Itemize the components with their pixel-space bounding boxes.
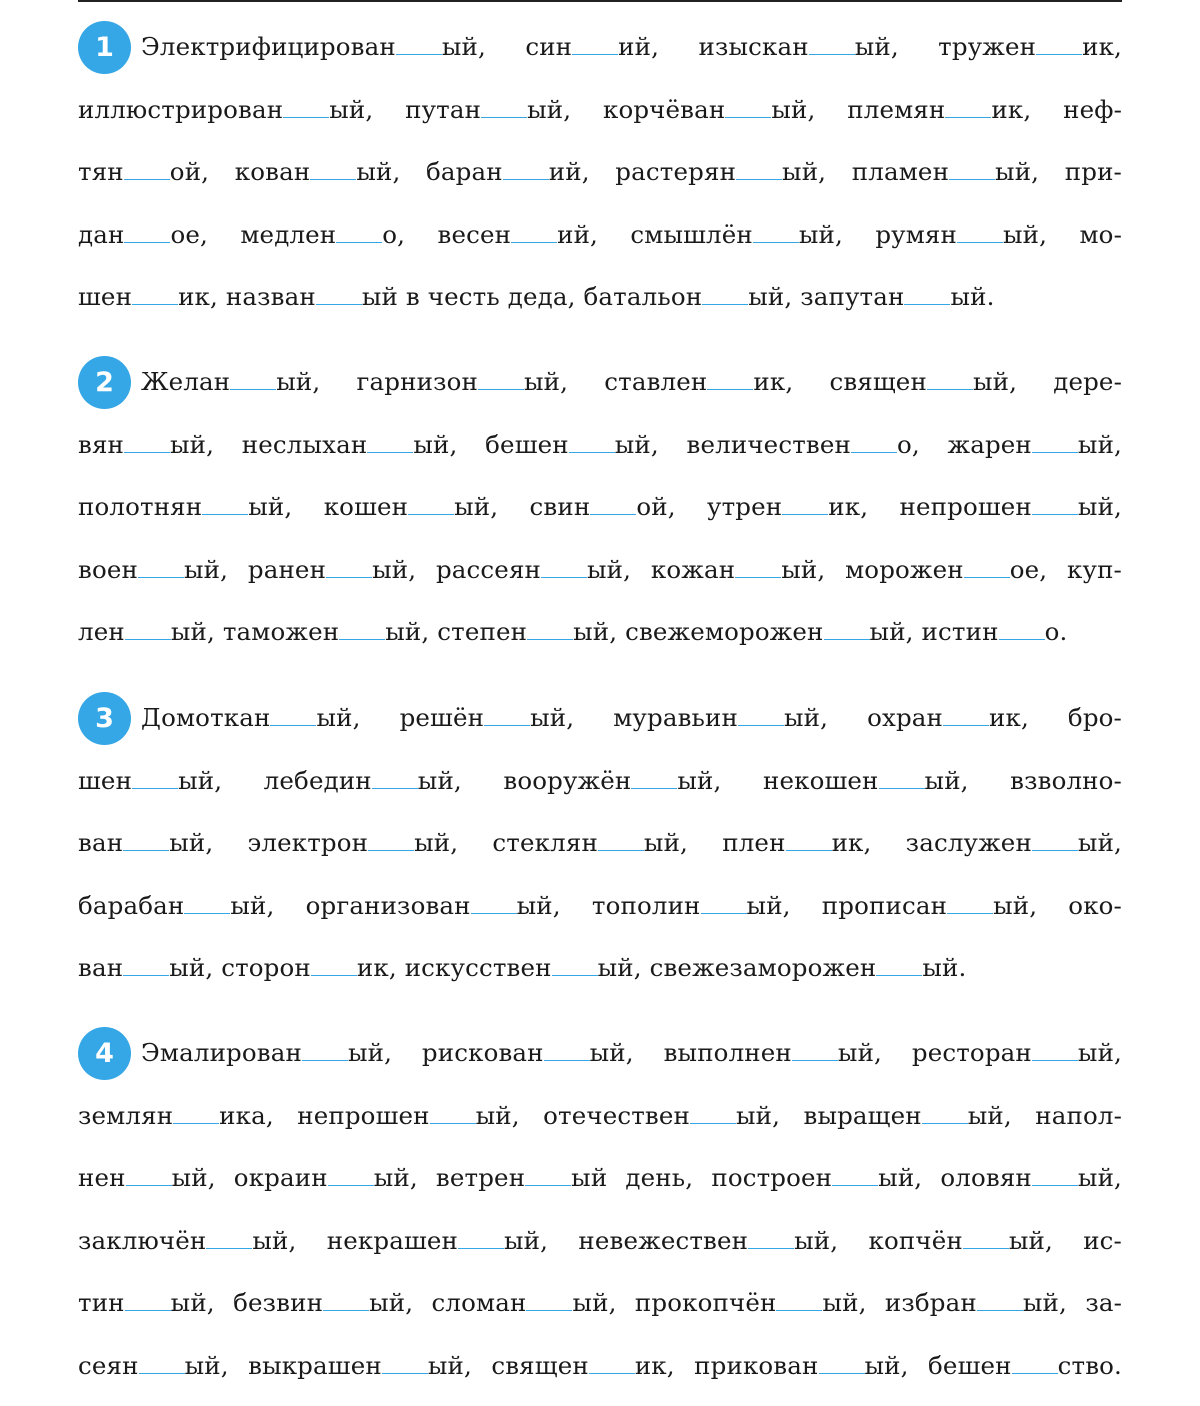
exercise-4 xyxy=(78,1022,1122,1397)
answer-blank xyxy=(184,912,230,914)
answer-blank xyxy=(824,638,870,640)
answer-blank xyxy=(702,303,748,305)
answer-blank xyxy=(1032,1184,1078,1186)
exercise-line: заключён ый, некрашен ый, невежествен ый, копчён ый, ис- xyxy=(78,1225,1122,1255)
answer-blank xyxy=(541,576,587,578)
answer-blank xyxy=(786,849,832,851)
answer-blank xyxy=(503,178,549,180)
answer-blank xyxy=(945,116,991,118)
exercise-line: ван ый, электрон ый, стеклян ый, плен ик, заслужен ый, xyxy=(78,828,1122,857)
exercise-line: Электрифицирован ый, син ий, изыскан ый, тружен ик, xyxy=(141,32,1122,61)
answer-blank xyxy=(782,513,828,515)
answer-blank xyxy=(552,974,598,976)
exercise-line: дан ое, медлен о, весен ий, смышлён ый, румян ый, мо- xyxy=(78,219,1122,249)
answer-blank xyxy=(368,849,414,851)
answer-blank xyxy=(283,116,329,118)
answer-blank xyxy=(851,451,897,453)
answer-blank xyxy=(949,178,995,180)
exercise-number-badge: 2 xyxy=(78,356,131,409)
answer-blank xyxy=(1032,451,1078,453)
exercise-number-badge: 4 xyxy=(78,1027,131,1080)
answer-blank xyxy=(753,241,799,243)
answer-blank xyxy=(1032,849,1078,851)
exercise-line: ван ый, сторон ик, искусствен ый, свежезаморожен ый. xyxy=(78,953,967,982)
answer-blank xyxy=(927,388,973,390)
answer-blank xyxy=(776,1309,822,1311)
answer-blank xyxy=(598,849,644,851)
answer-blank xyxy=(738,724,784,726)
answer-blank xyxy=(879,787,925,789)
answer-blank xyxy=(904,303,950,305)
exercise-line: шен ый, лебедин ый, вооружён ый, некошен ый, взволно- xyxy=(78,765,1122,795)
answer-blank xyxy=(819,1372,865,1374)
answer-blank xyxy=(430,1122,476,1124)
exercise-line: полотнян ый, кошен ый, свин ой, утрен ик, непрошен ый, xyxy=(78,492,1122,521)
answer-blank xyxy=(339,638,385,640)
exercise-line: шен ик, назван ый в честь деда, батальон ый, запутан ый. xyxy=(78,282,995,311)
answer-blank xyxy=(139,1372,185,1374)
answer-blank xyxy=(511,241,557,243)
answer-blank xyxy=(1032,1059,1078,1061)
answer-blank xyxy=(922,1122,968,1124)
answer-blank xyxy=(126,1184,172,1186)
answer-blank xyxy=(230,388,276,390)
answer-blank xyxy=(701,912,747,914)
answer-blank xyxy=(123,849,169,851)
answer-blank xyxy=(125,1309,171,1311)
answer-blank xyxy=(527,638,573,640)
exercise-3 xyxy=(78,687,1122,1000)
answer-blank xyxy=(977,1309,1023,1311)
exercise-line: вян ый, неслыхан ый, бешен ый, величествен о, жарен ый, xyxy=(78,429,1122,459)
top-rule xyxy=(78,0,1122,2)
answer-blank xyxy=(316,303,362,305)
answer-blank xyxy=(132,303,178,305)
answer-blank xyxy=(544,1059,590,1061)
answer-blank xyxy=(326,576,372,578)
answer-blank xyxy=(1036,53,1082,55)
answer-blank xyxy=(748,1247,794,1249)
answer-blank xyxy=(964,576,1010,578)
answer-blank xyxy=(123,974,169,976)
answer-blank xyxy=(876,974,922,976)
answer-blank xyxy=(1012,1372,1058,1374)
answer-blank xyxy=(963,1247,1009,1249)
exercise-line: тин ый, безвин ый, сломан ый, прокопчён ый, избран ый, за- xyxy=(78,1288,1123,1317)
answer-blank xyxy=(311,974,357,976)
exercise-line: барабан ый, организован ый, тополин ый, прописан ый, око- xyxy=(78,890,1122,920)
exercise-line: сеян ый, выкрашен ый, священ ик, прикован ый, бешен ство. xyxy=(78,1350,1122,1380)
answer-blank xyxy=(125,638,171,640)
answer-blank xyxy=(957,241,1003,243)
answer-blank xyxy=(809,53,855,55)
answer-blank xyxy=(589,1372,635,1374)
answer-blank xyxy=(943,724,989,726)
answer-blank xyxy=(124,241,170,243)
answer-blank xyxy=(631,787,677,789)
exercise-line: воен ый, ранен ый, рассеян ый, кожан ый, морожен ое, куп- xyxy=(78,554,1122,584)
exercise-line: Желан ый, гарнизон ый, ставлен ик, священ ый, дере- xyxy=(141,367,1122,396)
answer-blank xyxy=(690,1122,736,1124)
answer-blank xyxy=(526,1309,572,1311)
answer-blank xyxy=(367,451,413,453)
answer-blank xyxy=(124,178,170,180)
answer-blank xyxy=(832,1184,878,1186)
answer-blank xyxy=(458,1247,504,1249)
answer-blank xyxy=(735,576,781,578)
answer-blank xyxy=(481,116,527,118)
answer-blank xyxy=(336,241,382,243)
answer-blank xyxy=(202,513,248,515)
answer-blank xyxy=(408,513,454,515)
answer-blank xyxy=(132,787,178,789)
exercise-line: Домоткан ый, решён ый, муравьин ый, охран ик, бро- xyxy=(141,703,1122,732)
answer-blank xyxy=(138,576,184,578)
answer-blank xyxy=(372,787,418,789)
answer-blank xyxy=(124,451,170,453)
answer-blank xyxy=(792,1059,838,1061)
answer-blank xyxy=(173,1122,219,1124)
exercise-2 xyxy=(78,351,1122,664)
exercise-1 xyxy=(78,16,1122,329)
answer-blank xyxy=(302,1059,348,1061)
answer-blank xyxy=(310,178,356,180)
exercise-line: нен ый, окраин ый, ветрен ый день, построен ый, оловян ый, xyxy=(78,1163,1122,1192)
answer-blank xyxy=(525,1184,571,1186)
answer-blank xyxy=(328,1184,374,1186)
answer-blank xyxy=(323,1309,369,1311)
exercise-number-badge: 3 xyxy=(78,692,131,745)
answer-blank xyxy=(396,53,442,55)
answer-blank xyxy=(484,724,530,726)
exercise-number-badge: 1 xyxy=(78,21,131,74)
answer-blank xyxy=(572,53,618,55)
answer-blank xyxy=(707,388,753,390)
answer-blank xyxy=(569,451,615,453)
exercise-line: тян ой, кован ый, баран ий, растерян ый, пламен ый, при- xyxy=(78,157,1122,186)
answer-blank xyxy=(947,912,993,914)
answer-blank xyxy=(999,638,1045,640)
answer-blank xyxy=(736,178,782,180)
answer-blank xyxy=(725,116,771,118)
exercise-line: иллюстрирован ый, путан ый, корчёван ый, племян ик, неф- xyxy=(78,94,1123,124)
exercise-line: Эмалирован ый, рискован ый, выполнен ый, ресторан ый, xyxy=(141,1038,1122,1067)
answer-blank xyxy=(1032,513,1078,515)
exercise-line: землян ика, непрошен ый, отечествен ый, выращен ый, напол- xyxy=(78,1100,1122,1130)
answer-blank xyxy=(590,513,636,515)
exercise-line: лен ый, таможен ый, степен ый, свежеморожен ый, истин о. xyxy=(78,617,1068,646)
answer-blank xyxy=(206,1247,252,1249)
answer-blank xyxy=(478,388,524,390)
answer-blank xyxy=(382,1372,428,1374)
answer-blank xyxy=(270,724,316,726)
answer-blank xyxy=(471,912,517,914)
